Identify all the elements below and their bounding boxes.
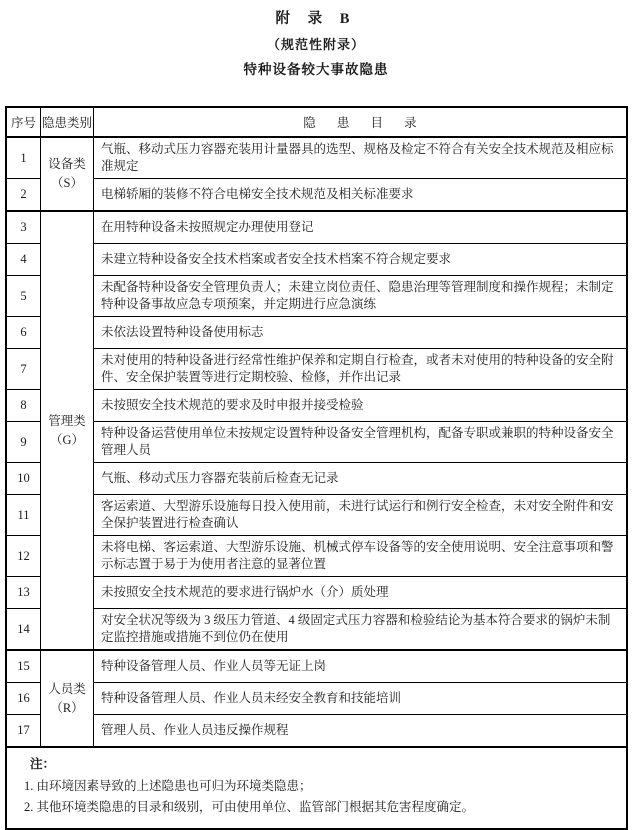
header-index: 序号 (6, 107, 41, 137)
header-catalog: 隐 患 目 录 (94, 107, 628, 137)
row-index: 10 (6, 463, 41, 495)
category-name: 设备类 (48, 157, 86, 171)
hazard-table-header (6, 107, 627, 137)
hazard-item-text: 未将电梯、客运索道、大型游乐设施、机械式停车设备等的安全使用说明、安全注意事项和警示标志置于易于为使用者注意的显著位置 (94, 536, 628, 577)
note-item: 1. 由环境因素导致的上述隐患也可归为环境类隐患； (24, 778, 312, 793)
row-index: 3 (6, 211, 41, 244)
table-row (6, 137, 627, 179)
hazard-table-body (6, 137, 627, 829)
category-cell (41, 211, 94, 650)
category-name: 人员类 (48, 681, 86, 696)
hazard-item-text: 未配备特种设备安全管理负责人；未建立岗位责任、隐患治理等管理制度和操作规程；未制定特种设备事故应急专项预案，并定期进行应急演练 (94, 276, 628, 317)
hazard-item-text: 对安全状况等级为 3 级压力管道、4 级固定式压力容器和检验结论为基本符合要求的锅炉未制定监控措施或措施不到位仍在使用 (94, 609, 628, 651)
hazard-item-text: 气瓶、移动式压力容器充装用计量器具的选型、规格及检定不符合有关安全技术规范及相应标准规定 (94, 137, 628, 179)
row-index: 1 (6, 137, 41, 179)
appendix-title: 附 录 B (275, 11, 357, 27)
hazard-item-text: 特种设备运营使用单位未按规定设置特种设备安全管理机构，配备专职或兼职的特种设备安全管理人员 (94, 422, 628, 463)
appendix-heading: 特种设备较大事故隐患 (243, 62, 389, 77)
hazard-item-text: 特种设备管理人员、作业人员未经安全教育和技能培训 (94, 683, 628, 715)
notes-label: 注： (30, 757, 56, 771)
row-index: 12 (6, 536, 41, 577)
table-row (6, 390, 627, 422)
hazard-item-text: 管理人员、作业人员违反操作规程 (94, 715, 628, 748)
table-row (6, 715, 627, 748)
hazard-item-text: 未依法设置特种设备使用标志 (94, 317, 628, 349)
row-index: 9 (6, 422, 41, 463)
table-row (6, 244, 627, 276)
hazard-item-text: 在用特种设备未按照规定办理使用登记 (94, 211, 628, 244)
notes-row (6, 747, 627, 829)
category-name: 管理类 (48, 413, 86, 428)
table-row (6, 422, 627, 463)
table-row (6, 349, 627, 390)
hazard-item-text: 未按照安全技术规范的要求进行锅炉水（介）质处理 (94, 577, 628, 609)
appendix-subtitle: （规范性附录） (266, 37, 365, 52)
category-cell (41, 137, 94, 211)
table-row (6, 276, 627, 317)
row-index: 14 (6, 609, 41, 651)
hazard-item-text: 客运索道、大型游乐设施每日投入使用前，未进行试运行和例行安全检查，未对安全附件和安全保护装置进行检查确认 (94, 495, 628, 536)
category-cell (41, 650, 94, 747)
category-code: （R） (50, 700, 84, 715)
row-index: 4 (6, 244, 41, 276)
category-code: （G） (49, 432, 85, 447)
title-block (0, 0, 632, 82)
hazard-item-text: 未按照安全技术规范的要求及时申报并接受检验 (94, 390, 628, 422)
row-index: 7 (6, 349, 41, 390)
table-row (6, 317, 627, 349)
table-row (6, 650, 627, 683)
hazard-item-text: 未建立特种设备安全技术档案或者安全技术档案不符合规定要求 (94, 244, 628, 276)
header-row (6, 107, 627, 137)
row-index: 6 (6, 317, 41, 349)
notes-cell (6, 747, 627, 829)
table-row (6, 683, 627, 715)
table-row (6, 536, 627, 577)
table-row (6, 609, 627, 651)
hazard-item-text: 电梯轿厢的装修不符合电梯安全技术规范及相关标准要求 (94, 179, 628, 212)
hazard-item-text: 未对使用的特种设备进行经常性维护保养和定期自行检查，或者未对使用的特种设备的安全附件、安全保护装置等进行定期校验、检修，并作出记录 (94, 349, 628, 390)
row-index: 15 (6, 650, 41, 683)
table-row (6, 179, 627, 212)
category-code: （S） (51, 176, 83, 190)
hazard-item-text: 特种设备管理人员、作业人员等无证上岗 (94, 650, 628, 683)
table-row (6, 211, 627, 244)
header-category: 隐患类别 (41, 107, 94, 137)
row-index: 8 (6, 390, 41, 422)
hazard-table (5, 106, 628, 830)
row-index: 11 (6, 495, 41, 536)
table-row (6, 463, 627, 495)
note-item: 2. 其他环境类隐患的目录和级别，可由使用单位、监管部门根据其危害程度确定。 (24, 800, 475, 814)
row-index: 5 (6, 276, 41, 317)
row-index: 13 (6, 577, 41, 609)
row-index: 17 (6, 715, 41, 748)
hazard-item-text: 气瓶、移动式压力容器充装前后检查无记录 (94, 463, 628, 495)
row-index: 2 (6, 179, 41, 212)
table-row (6, 577, 627, 609)
table-row (6, 495, 627, 536)
row-index: 16 (6, 683, 41, 715)
